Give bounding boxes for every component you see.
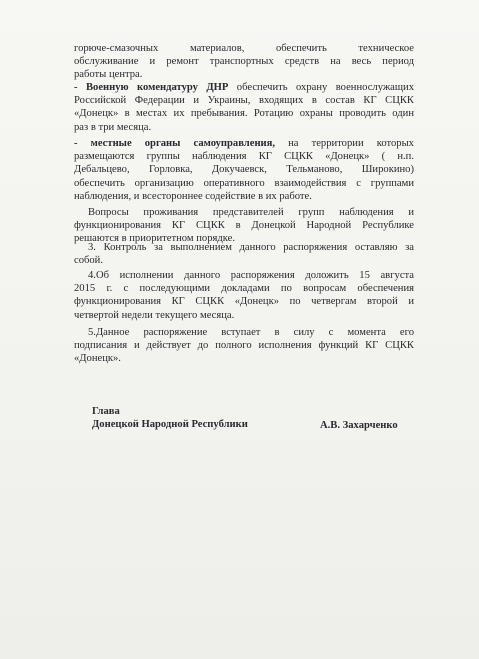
- text-line: обеспечить организацию оперативного взаимодействия с группами: [74, 177, 414, 189]
- text-line: «Донецк» в местах их пребывания. Ротацию охраны проводить один: [74, 108, 414, 120]
- paragraph-report: [74, 269, 414, 322]
- bold-subject: - Военную комендатуру ДНР: [74, 82, 229, 93]
- text-line: подписания и действует до полного исполнения функций КГ СЦКК: [74, 340, 414, 352]
- paragraph-entry-into-force: [74, 326, 414, 366]
- text-line: 5.Данное распоряжение вступает в силу с момента его: [88, 327, 414, 338]
- text-line: наблюдения, и всестороннее содействие в их работе.: [74, 190, 312, 202]
- text-line: функционирования КГ СЦКК «Донецк» по четвергам второй и: [74, 296, 414, 308]
- text-line: «Донецк».: [74, 353, 121, 365]
- text-line: горюче-смазочных материалов, обеспечить техническое: [74, 43, 414, 54]
- text-line: четвертой недели текущего месяца.: [74, 309, 235, 321]
- text-line: решаются в приоритетном порядке.: [74, 233, 236, 245]
- text-line: функционирования КГ СЦКК в Донецкой Народной Республике: [74, 220, 414, 232]
- signature-organization: Донецкой Народной Республики: [92, 419, 248, 430]
- paragraph-local-authorities: [74, 137, 414, 203]
- signatory-name: А.В. Захарченко: [320, 420, 398, 431]
- paragraph-military-commandant: [74, 81, 414, 134]
- text-line: Вопросы проживания представителей групп наблюдения и: [88, 207, 414, 218]
- text-line: размещаются группы наблюдения КГ СЦКК «Донецк» ( н.п.: [74, 151, 414, 163]
- paragraph-fuel-maintenance: [74, 42, 414, 82]
- text-line: Российской Федерации и Украины, входящих в состав КГ СЦКК: [74, 95, 414, 107]
- text-fragment: на территории которых: [275, 138, 414, 149]
- text-line: 2015 г. с последующими докладами по вопросам обеспечения: [74, 283, 414, 295]
- text-line: Дебальцево, Горловка, Докучаевск, Тельманово, Широкино): [74, 164, 414, 176]
- text-line: собой.: [74, 255, 104, 267]
- text-line: [74, 137, 414, 150]
- text-line: 3. Контроль за выполнением данного распоряжения оставляю за: [88, 242, 414, 253]
- text-line: 4.Об исполнении данного распоряжения доложить 15 августа: [88, 270, 414, 281]
- text-line: работы центра.: [74, 69, 143, 81]
- paragraph-questions: [74, 206, 414, 246]
- text-line: раз в три месяца.: [74, 121, 152, 133]
- text-line: [74, 81, 414, 94]
- signature-title: Глава: [92, 406, 120, 417]
- text-line: обслуживание и ремонт транспортных средств на весь период: [74, 56, 414, 68]
- text-fragment: обеспечить охрану военнослужащих: [228, 82, 414, 93]
- paragraph-control: [74, 241, 414, 267]
- bold-subject: - местные органы самоуправления,: [74, 138, 276, 149]
